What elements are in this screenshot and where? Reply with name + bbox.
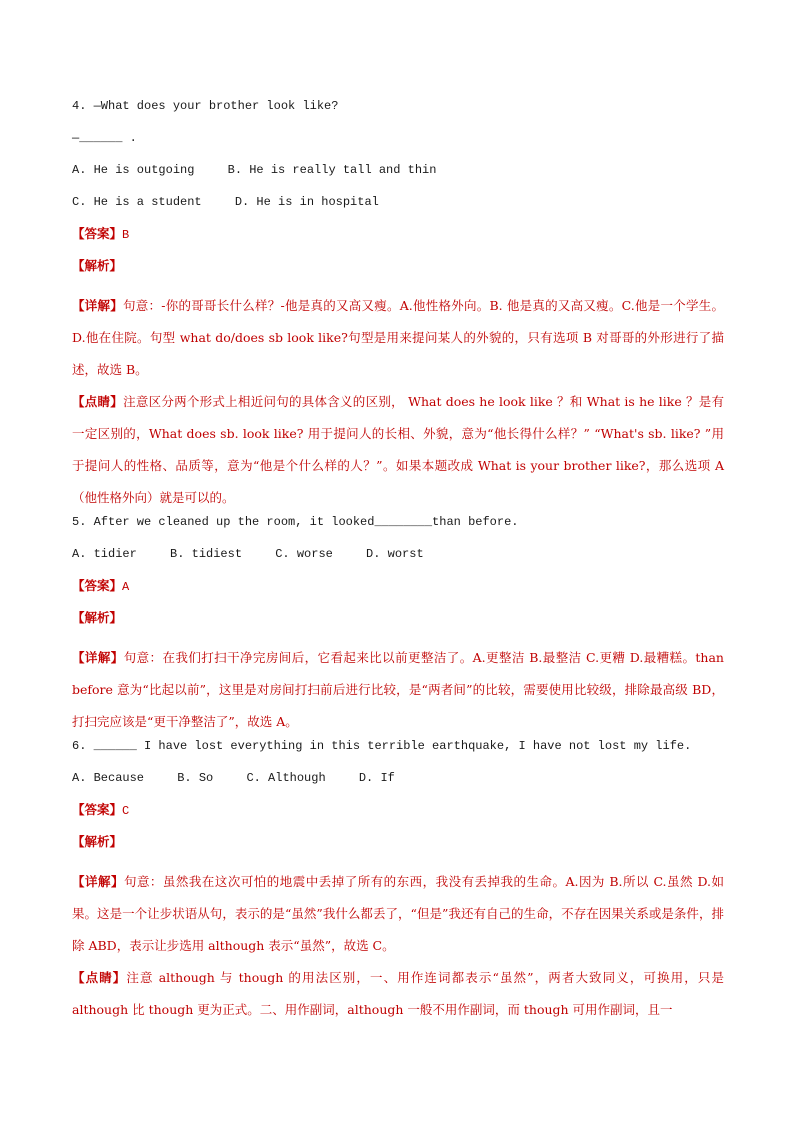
q4-detail — [72, 290, 724, 386]
q6-analysis-row — [72, 834, 724, 866]
q5-analysis-row — [72, 610, 724, 642]
q6-tip-tag: 【点睛】 — [72, 970, 127, 985]
q5-option-c: C. worse — [275, 547, 333, 561]
q5-option-a: A. tidier — [72, 547, 137, 561]
q5-answer: A — [122, 580, 130, 594]
q5-detail-tag: 【详解】 — [72, 650, 124, 665]
q6-answer-tag: 【答案】 — [72, 802, 123, 817]
q6-tip — [72, 962, 724, 1026]
q5-answer-tag: 【答案】 — [72, 578, 123, 593]
q6-analysis-tag: 【解析】 — [72, 834, 123, 849]
q6-answer: C — [122, 804, 130, 818]
q5-detail-text: 句意：在我们打扫干净完房间后，它看起来比以前更整洁了。A.更整洁 B.最整洁 C.更糟 D.最糟糕。than before 意为“比起以前”，这里是对房间打扫前后进行比较，是“两者间”的比较，需要使用比较级，排除最高级 BD，打扫完应该是“更干净整洁了”，故选 A。 — [72, 650, 724, 729]
q5-options-row — [72, 546, 724, 578]
document-page — [72, 98, 724, 1026]
q6-options-row — [72, 770, 724, 802]
q6-option-d: D. If — [358, 771, 395, 785]
q6-answer-row — [72, 802, 724, 834]
q5-stem-row — [72, 514, 724, 546]
q6-detail — [72, 866, 724, 962]
q4-analysis-tag: 【解析】 — [72, 258, 123, 273]
q4-answer-row — [72, 226, 724, 258]
q6-stem: 6. ______ I have lost everything in this terrible earthquake, I have not lost my life. — [72, 739, 692, 753]
q4-tip-tag: 【点睛】 — [72, 394, 124, 409]
q4-analysis-row — [72, 258, 724, 290]
q4-tip-text: 注意区分两个形式上相近问句的具体含义的区别， What does he look like ？和 What is he like ？是有一定区别的，What does sb. look like? 用于提问人的长相、外貌，意为“他长得什么样？” “What's sb. like? ”用于提问人的性格、品质等，意为“他是个什么样的人？”。如果本题改成 What is your brother like?，那么选项 A（他性格外向）就是可以的。 — [72, 394, 724, 505]
q4-option-c: C. He is a student — [72, 195, 202, 209]
q4-detail-tag: 【详解】 — [72, 298, 124, 313]
q5-analysis-tag: 【解析】 — [72, 610, 123, 625]
q4-answer-tag: 【答案】 — [72, 226, 123, 241]
q6-tip-text: 注意 although 与 though 的用法区别，一、用作连词都表示“虽然”，两者大致同义，可换用，只是 although 比 though 更为正式。二、用作副词，although 一般不用作副词，而 though 可用作副词，且一 — [72, 970, 724, 1017]
q6-stem-row — [72, 738, 724, 770]
q5-answer-row — [72, 578, 724, 610]
q4-tip — [72, 386, 724, 514]
q5-option-b: B. tidiest — [170, 547, 243, 561]
q5-stem: 5. After we cleaned up the room, it looked________than before. — [72, 515, 519, 529]
q5-option-d: D. worst — [366, 547, 424, 561]
q5-detail — [72, 642, 724, 738]
q4-answer: B — [122, 228, 130, 242]
q4-options-row-2 — [72, 194, 724, 226]
q4-stem-row — [72, 98, 724, 130]
q4-stem: 4. —What does your brother look like? — [72, 99, 339, 113]
q4-options-row-1 — [72, 162, 724, 194]
q4-blank: —______ . — [72, 131, 137, 145]
q4-option-b: B. He is really tall and thin — [227, 163, 437, 177]
q6-option-b: B. So — [177, 771, 214, 785]
q4-detail-text: 句意：-你的哥哥长什么样？-他是真的又高又瘦。A.他性格外向。B. 他是真的又高又瘦。C.他是一个学生。D.他在住院。句型 what do/does sb look like?句型是用来提问某人的外貌的，只有选项 B 对哥哥的外形进行了描述，故选 B。 — [72, 298, 724, 377]
q4-blank-row — [72, 130, 724, 162]
q4-option-a: A. He is outgoing — [72, 163, 195, 177]
q6-option-c: C. Although — [246, 771, 326, 785]
q6-detail-text: 句意：虽然我在这次可怕的地震中丢掉了所有的东西，我没有丢掉我的生命。A.因为 B.所以 C.虽然 D.如果。这是一个让步状语从句，表示的是“虽然”我什么都丢了，“但是”我还有自己的生命，不存在因果关系或是条件，排除 ABD，表示让步选用 although 表示“虽然”，故选 C。 — [72, 874, 724, 953]
q6-option-a: A. Because — [72, 771, 145, 785]
q4-option-d: D. He is in hospital — [234, 195, 379, 209]
q6-detail-tag: 【详解】 — [72, 874, 124, 889]
